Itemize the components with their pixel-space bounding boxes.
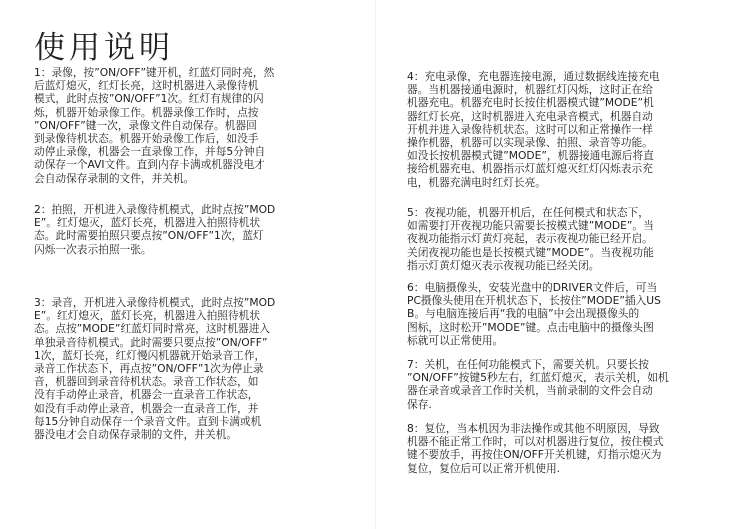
page-fold-divider <box>375 0 376 529</box>
instruction-reset: 8：复位，当本机因为非法操作或其他不明原因，导致 机器不能正常工作时，可以对机器进行复位，按住模式 键不要放手，再按住ON/OFF开关机键，灯指示熄灭为 复位，复位后可以正常开机使用. <box>407 422 664 475</box>
instruction-recording: 1：录像，按”ON/OFF”键开机，红蓝灯同时亮，然 后蓝灯熄灭，红灯长亮，这时机器进入录像待机 模式，此时点按”ON/OFF”1次。红灯有规律的闪 烁，机器开始录像工作。机器录像工作时，点按 ”ON/OFF”键一次，录像文件自动保存。机器回 到录像待机状态。机器开始录像工作后，如没手 动停止录像，机器会一直录像工作，并每5分钟自 动保存一个AVI文件。直到内存卡满或机器没电才 会自动保存录制的文件，并关机。 <box>34 66 275 185</box>
instruction-charging-recording: 4：充电录像，充电器连接电源，通过数据线连接充电 器。当机器接通电源时，机器红灯闪烁，这时正在给 机器充电。机器充电时长按住机器模式键”MODE”机 器红灯长亮，这时机器进入充电录音模式，机器自动 开机并进入录像待机状态。这时可以和正常操作一样 操作机器，机器可以实现录像、拍照、录音等功能。 如没长按机器模式键”MODE”，机器接通电源后将直 接给机器充电、机器指示灯蓝灯熄灭红灯闪烁表示充 电，机器充满电时红灯长亮。 <box>407 70 660 189</box>
page-title: 使用说明 <box>34 30 174 66</box>
instruction-audio-recording: 3：录音，开机进入录像待机模式，此时点按”MOD E”。红灯熄灭，蓝灯长亮，机器进入拍照待机状 态。点按”MODE”红蓝灯同时常亮，这时机器进入 单独录音待机模式。此时需要只要点按”ON/OFF” 1次，蓝灯长亮，红灯慢闪机器就开始录音工作， 录音工作状态下，再点按”ON/OFF”1次为停止录 音，机器回到录音待机状态。录音工作状态，如 没有手动停止录音，机器会一直录音工作状态， 如没有手动停止录音，机器会一直录音工作，并 每15分钟自动保存一个录音文件。直到卡满或机 器没电才会自动保存录制的文件，并关机。 <box>34 296 276 442</box>
instruction-pc-camera: 6：电脑摄像头，安装光盘中的DRIVER文件后，可当 PC摄像头使用在开机状态下，长按住”MODE”插入US B。与电脑连接后再“我的电脑”中会出现摄像头的 图标，这时松开”MODE”键。点击电脑中的摄像头图 标就可以正常使用。 <box>407 281 661 347</box>
instruction-night-vision: 5：夜视功能，机器开机后，在任何模式和状态下， 如需要打开夜视功能只需要长按模式键”MODE”。当 夜视功能指示灯黄灯亮起，表示夜视功能已经开启。 关闭夜视功能也是长按模式键”MODE”。当夜视功能 指示灯黄灯熄灭表示夜视功能已经关闭。 <box>407 206 654 272</box>
instruction-photo: 2：拍照，开机进入录像待机模式，此时点按”MOD E”。红灯熄灭，蓝灯长亮，机器进入拍照待机状 态。此时需要拍照只要点按”ON/OFF”1次，蓝灯 闪烁一次表示拍照一张。 <box>34 203 276 256</box>
instruction-power-off: 7：关机，在任何功能模式下，需要关机。只要长按 ”ON/OFF”按键5秒左右，红蓝灯熄灭，表示关机，如机 器在录音或录音工作时关机，当前录制的文件会自动 保存. <box>407 358 669 411</box>
